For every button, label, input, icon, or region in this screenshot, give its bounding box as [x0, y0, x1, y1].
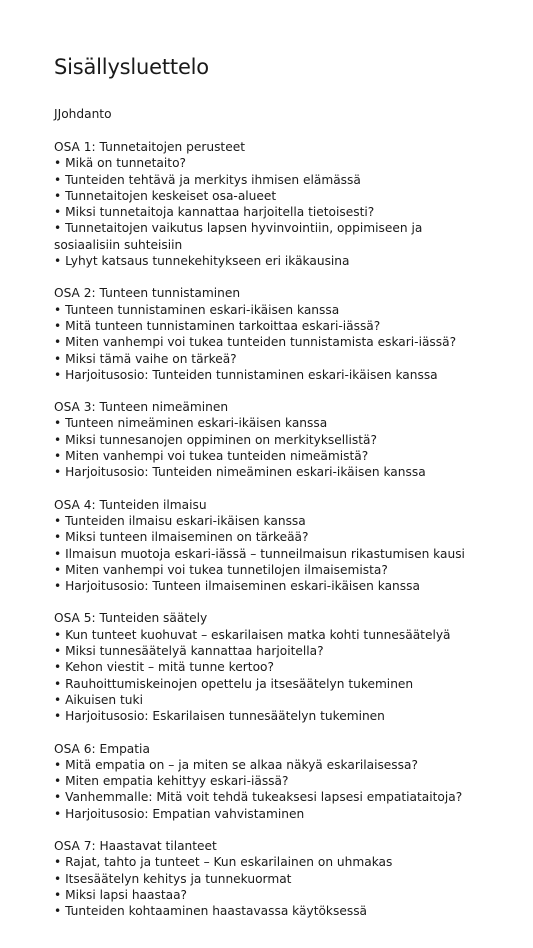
section-title: OSA 5: Tunteiden säätely — [54, 611, 208, 626]
toc-section — [54, 838, 474, 919]
toc-item: • Harjoitusosio: Empatian vahvistaminen — [54, 806, 305, 821]
section-title: OSA 6: Empatia — [54, 741, 150, 756]
toc-item: • Lyhyt katsaus tunnekehitykseen eri ikäkausina — [54, 254, 350, 269]
toc-item: • Miksi lapsi haastaa? — [54, 887, 188, 902]
toc-item: • Harjoitusosio: Tunteiden tunnistaminen eskari-ikäisen kanssa — [54, 367, 438, 382]
toc-item: • Tunnetaitojen keskeiset osa-alueet — [54, 188, 277, 203]
toc-item: • Itsesäätelyn kehitys ja tunnekuormat — [54, 871, 292, 886]
toc-item: • Harjoitusosio: Tunteen ilmaiseminen eskari-ikäisen kanssa — [54, 579, 420, 594]
toc-item: • Aikuisen tuki — [54, 692, 143, 707]
toc-item: • Tunteiden ilmaisu eskari-ikäisen kanssa — [54, 513, 306, 528]
toc-item: • Miten vanhempi voi tukea tunteiden nimeämistä? — [54, 449, 369, 464]
toc-item: • Miksi tämä vaihe on tärkeä? — [54, 351, 237, 366]
page-title: Sisällysluettelo — [54, 55, 209, 79]
toc-item: • Miksi tunnesanojen oppiminen on merkityksellistä? — [54, 432, 377, 447]
toc-section — [54, 139, 474, 269]
toc-item: • Miksi tunteen ilmaiseminen on tärkeää? — [54, 530, 309, 545]
toc-item: • Kehon viestit – mitä tunne kertoo? — [54, 660, 274, 675]
section-item-list — [54, 155, 474, 269]
section-item-list — [54, 513, 474, 594]
toc-item: • Miksi tunnetaitoja kannattaa harjoitella tietoisesti? — [54, 205, 375, 220]
toc-item: • Miten empatia kehittyy eskari-iässä? — [54, 774, 289, 789]
section-item-list — [54, 627, 474, 725]
toc-item: • Ilmaisun muotoja eskari-iässä – tunneilmaisun rikastumisen kausi — [54, 546, 465, 561]
section-title: OSA 1: Tunnetaitojen perusteet — [54, 140, 245, 154]
toc-item: • Tunteiden tehtävä ja merkitys ihmisen elämässä — [54, 172, 361, 187]
toc-item: • Tunteen nimeäminen eskari-ikäisen kanssa — [54, 416, 328, 431]
section-item-list — [54, 415, 474, 480]
table-of-contents — [54, 139, 474, 935]
toc-item: • Kun tunteet kuohuvat – eskarilaisen matka kohti tunnesäätelyä — [54, 627, 451, 642]
toc-item: • Mikä on tunnetaito? — [54, 156, 186, 171]
intro-entry: JJohdanto — [54, 107, 112, 121]
toc-section — [54, 399, 474, 480]
toc-item: • Tunnetaitojen vaikutus lapsen hyvinvointiin, oppimiseen ja sosiaalisiin suhteisiin — [54, 221, 423, 252]
section-item-list — [54, 757, 474, 822]
toc-item: • Tunteiden kohtaaminen haastavassa käytöksessä — [54, 904, 368, 919]
toc-item: • Miten vanhempi voi tukea tunteiden tunnistamista eskari-iässä? — [54, 335, 457, 350]
section-title: OSA 2: Tunteen tunnistaminen — [54, 286, 241, 301]
toc-section — [54, 741, 474, 822]
toc-item: • Miksi tunnesäätelyä kannattaa harjoitella? — [54, 644, 324, 659]
toc-section — [54, 610, 474, 724]
toc-item: • Vanhemmalle: Mitä voit tehdä tukeaksesi lapsesi empatiataitoja? — [54, 790, 463, 805]
section-item-list — [54, 854, 474, 919]
toc-section — [54, 285, 474, 383]
toc-section — [54, 497, 474, 595]
toc-item: • Rajat, tahto ja tunteet – Kun eskarilainen on uhmakas — [54, 855, 393, 870]
section-title: OSA 4: Tunteiden ilmaisu — [54, 497, 207, 512]
toc-item: • Miten vanhempi voi tukea tunnetilojen ilmaisemista? — [54, 562, 388, 577]
toc-item: • Harjoitusosio: Tunteiden nimeäminen eskari-ikäisen kanssa — [54, 465, 426, 480]
section-item-list — [54, 302, 474, 383]
section-title: OSA 3: Tunteen nimeäminen — [54, 400, 229, 415]
toc-item: • Rauhoittumiskeinojen opettelu ja itsesäätelyn tukeminen — [54, 676, 414, 691]
toc-item: • Harjoitusosio: Eskarilaisen tunnesäätelyn tukeminen — [54, 709, 385, 724]
toc-item: • Mitä empatia on – ja miten se alkaa näkyä eskarilaisessa? — [54, 757, 418, 772]
section-title: OSA 7: Haastavat tilanteet — [54, 838, 217, 853]
toc-item: • Tunteen tunnistaminen eskari-ikäisen kanssa — [54, 302, 340, 317]
toc-item: • Mitä tunteen tunnistaminen tarkoittaa eskari-iässä? — [54, 318, 381, 333]
